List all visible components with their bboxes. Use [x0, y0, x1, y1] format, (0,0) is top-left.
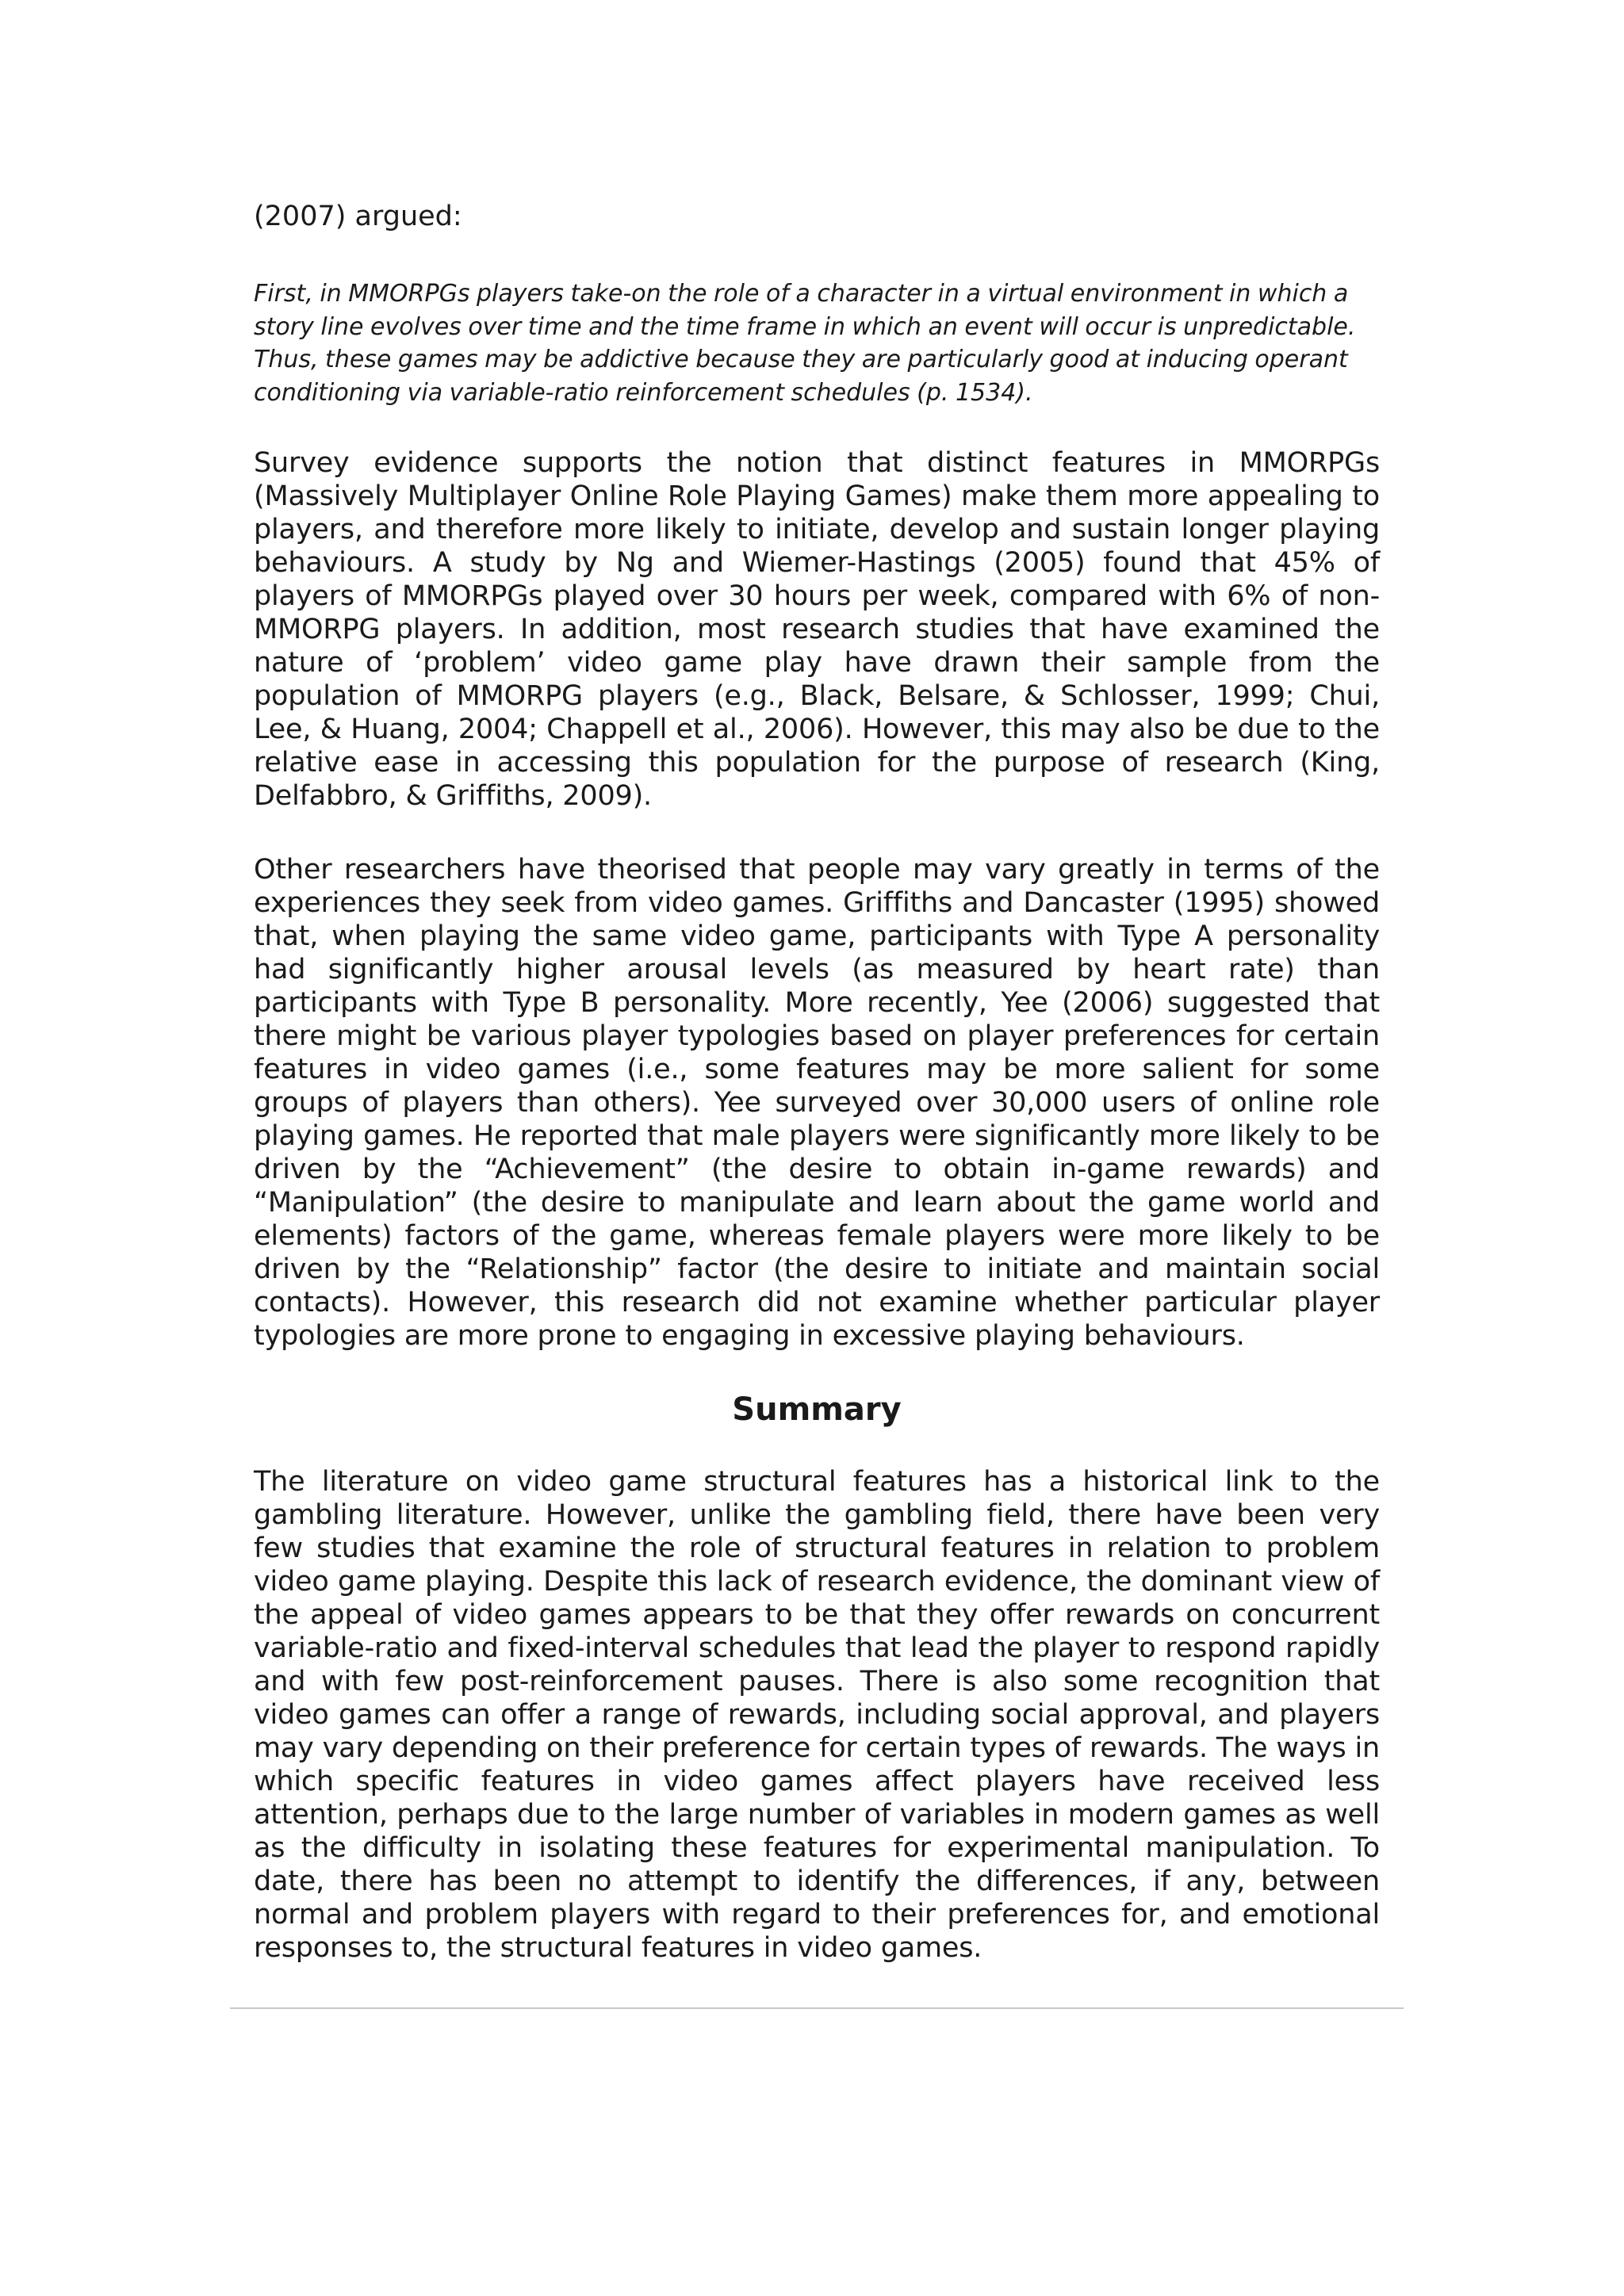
summary-paragraph: The literature on video game structural features has a historical link to the gambling literature. However, unlike the gambling field, there have been very few studies that examine the role of structural features in relation to problem video game playing. Despite this lack of research evidence, the dominant view of the appeal of video games appears to be that they offer rewards on concurrent variable-ratio and fixed-interval schedules that lead the player to respond rapidly and with few post-reinforcement pauses. There is also some recognition that video games can offer a range of rewards, including social approval, and players may vary depending on their preference for certain types of rewards. The ways in which specific features in video games affect players have received less attention, perhaps due to the large number of variables in modern games as well as the difficulty in isolating these features for experimental manipulation. To date, there has been no attempt to identify the differences, if any, between normal and problem players with regard to their preferences for, and emotional responses to, the structural features in video games.	[254, 1466, 1380, 1964]
page-bottom-divider	[230, 2007, 1404, 2009]
body-paragraph-2: Other researchers have theorised that people may vary greatly in terms of the experiences they seek from video games. Griffiths and Dancaster (1995) showed that, when playing the same video game, participants with Type A personality had significantly higher arousal levels (as measured by heart rate) than participants with Type B personality. More recently, Yee (2006) suggested that there might be various player typologies based on player preferences for certain features in video games (i.e., some features may be more salient for some groups of players than others). Yee surveyed over 30,000 users of online role playing games. He reported that male players were significantly more likely to be driven by the “Achievement” (the desire to obtain in-game rewards) and “Manipulation” (the desire to manipulate and learn about the game world and elements) factors of the game, whereas female players were more likely to be driven by the “Relationship” factor (the desire to initiate and maintain social contacts). However, this research did not examine whether particular player typologies are more prone to engaging in excessive playing behaviours.	[254, 854, 1380, 1352]
lead-text: (2007) argued:	[254, 201, 462, 232]
body-paragraph-1: Survey evidence supports the notion that distinct features in MMORPGs (Massively Multiplayer Online Role Playing Games) make them more appealing to players, and therefore more likely to initiate, develop and sustain longer playing behaviours. A study by Ng and Wiemer-Hastings (2005) found that 45% of players of MMORPGs played over 30 hours per week, compared with 6% of non-MMORPG players. In addition, most research studies that have examined the nature of ‘problem’ video game play have drawn their sample from the population of MMORPG players (e.g., Black, Belsare, & Schlosser, 1999; Chui, Lee, & Huang, 2004; Chappell et al., 2006). However, this may also be due to the relative ease in accessing this population for the purpose of research (King, Delfabbro, & Griffiths, 2009).	[254, 447, 1380, 812]
section-heading-summary: Summary	[732, 1391, 902, 1428]
block-quote: First, in MMORPGs players take-on the role of a character in a virtual environment in which a story line evolves over time and the time frame in which an event will occur is unpredictable. Thus, these games may be addictive because they are particularly good at inducing operant conditioning via variable-ratio reinforcement schedules (p. 1534).	[254, 280, 1356, 407]
